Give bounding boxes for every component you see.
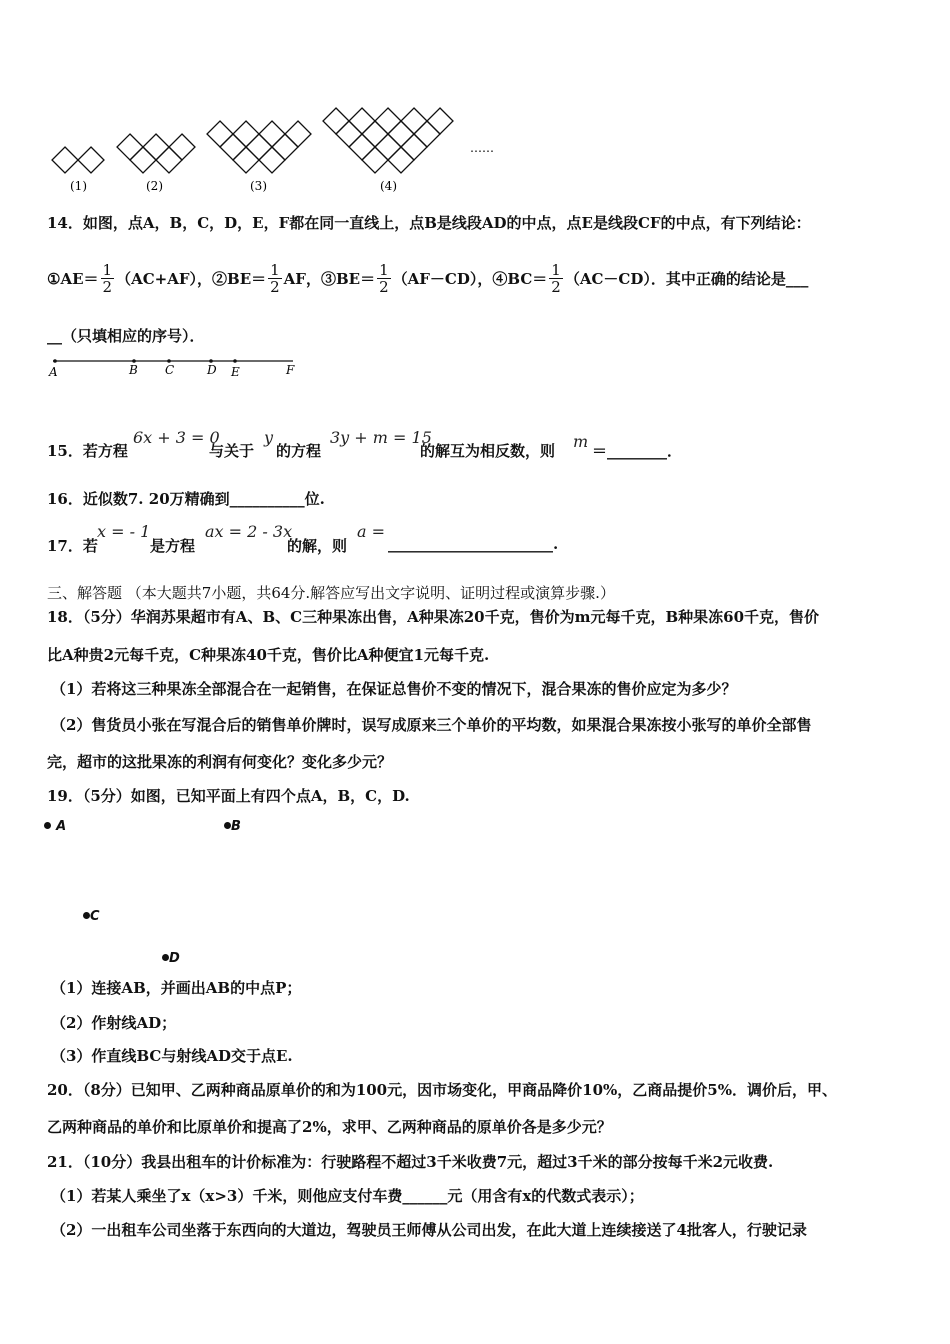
diamond-shape xyxy=(259,121,285,147)
point-B-label: B xyxy=(231,819,241,834)
diamond-shape xyxy=(78,147,104,173)
diamond-shape xyxy=(401,108,427,134)
q15-mid1: 与关于 xyxy=(209,442,255,460)
q15-var-m: m xyxy=(573,432,589,451)
q18-line2: 比A种贵2元每千克，C种果冻40千克，售价比A种便宜1元每千克. xyxy=(47,646,490,664)
fraction-half: $\frac{1}{2}$ xyxy=(270,261,280,296)
q17-prefix: 17．若 xyxy=(47,537,98,555)
q15-var-y: y xyxy=(264,428,274,447)
diamond-shape xyxy=(349,108,375,134)
point-A xyxy=(44,815,66,834)
fraction-half: $\frac{1}{2}$ xyxy=(102,261,113,296)
figure-label-3: (3) xyxy=(250,179,267,193)
point-D-label: D xyxy=(169,951,180,966)
q21-part2: （2）一出租车公司坐落于东西向的大道边，驾驶员王师傅从公司出发，在此大道上连续接送了4批客人，行驶记录 xyxy=(51,1221,807,1239)
diamond-shape xyxy=(362,147,388,173)
q18-part2: （2）售货员小张在写混合后的销售单价牌时，误写成原来三个单价的平均数，如果混合果冻按小张写的单价全部售 xyxy=(51,716,812,734)
diamond-shape xyxy=(401,134,427,160)
q17-eq1: x = - 1 xyxy=(97,522,151,541)
q14-c2b: AF，③BE＝ xyxy=(283,270,376,288)
point-dot xyxy=(83,912,90,919)
diamond-shape xyxy=(259,147,285,173)
fraction-half: $\frac{1}{2}$ xyxy=(379,261,389,296)
diamond-shape xyxy=(130,147,156,173)
diamond-shape xyxy=(414,121,440,147)
q14-line1: 14．如图，点A，B，C，D，E，F都在同一直线上，点B是线段AD的中点，点E是线段CF的中点，有下列结论： xyxy=(47,214,811,232)
q15-mid2: 的方程 xyxy=(276,442,322,460)
q15-suffix: ＝________． xyxy=(592,442,683,460)
diamond-shape xyxy=(388,147,414,173)
diamond-shape xyxy=(362,121,388,147)
q21-line1: 21．（10分）我县出租车的计价标准为：行驶路程不超过3千米收费7元，超过3千米的部分按每千米2元收费. xyxy=(47,1153,774,1171)
q15-eq2: 3y + m = 15 xyxy=(330,428,432,447)
diamond-shape xyxy=(169,134,195,160)
point-dot xyxy=(224,822,231,829)
diamond-shape xyxy=(156,147,182,173)
section-3-heading: 三、解答题 （本大题共7小题，共64分.解答应写出文字说明、证明过程或演算步骤.） xyxy=(47,584,615,602)
diamond-shape xyxy=(336,121,362,147)
point-label-B: B xyxy=(129,363,138,377)
point-label-C: C xyxy=(165,363,175,377)
q18-line1: 18．（5分）华润苏果超市有A、B、C三种果冻出售，A种果冻20千克，售价为m元每千克，B种果冻60千克，售价 xyxy=(47,608,820,626)
point-A-label: A xyxy=(56,819,67,834)
diamond-shape xyxy=(375,108,401,134)
q20-line2: 乙两种商品的单价和比原单价和提高了2%，求甲、乙两种商品的原单价各是多少元？ xyxy=(47,1118,612,1136)
point-C-label: C xyxy=(90,909,100,924)
q14-c1a: ①AE＝ xyxy=(47,270,99,288)
point-D xyxy=(162,947,180,966)
point-label-E: E xyxy=(231,365,240,379)
q17-var-a: a = xyxy=(357,522,386,541)
point-dot xyxy=(44,822,51,829)
point-label-F: F xyxy=(286,363,295,377)
q14-conclusions xyxy=(47,262,808,295)
figure-label-4: (4) xyxy=(380,179,397,193)
point-label-A: A xyxy=(49,365,58,379)
q17-suffix: ______________________. xyxy=(388,535,559,553)
diamond-shape xyxy=(233,147,259,173)
diamond-shape xyxy=(388,121,414,147)
q21-part1: （1）若某人乘坐了x（x>3）千米，则他应支付车费______元（用含有x的代数式表示）； xyxy=(51,1187,644,1205)
point-B xyxy=(224,815,241,834)
diamond-shape xyxy=(143,134,169,160)
q16-text: 16．近似数7. 20万精确到__________位. xyxy=(47,490,325,508)
q18-part2-cont: 完，超市的这批果冻的利润有何变化？变化多少元？ xyxy=(47,753,393,771)
diamond-shape xyxy=(349,134,375,160)
diamond-shape xyxy=(207,121,233,147)
q19-step2: （2）作射线AD； xyxy=(51,1014,177,1032)
q19-step1: （1）连接AB，并画出AB的中点P； xyxy=(51,979,302,997)
q18-part1: （1）若将这三种果冻全部混合在一起销售，在保证总售价不变的情况下，混合果冻的售价应定为多少？ xyxy=(51,680,737,698)
diamond-shape xyxy=(427,108,453,134)
diamond-shape xyxy=(117,134,143,160)
q15-mid3: 的解互为相反数，则 xyxy=(420,442,556,460)
q14-c3b: （AF－CD），④BC＝ xyxy=(392,270,548,288)
diamond-pattern-figure xyxy=(40,100,520,195)
diamond-shape xyxy=(375,134,401,160)
diamond-shape xyxy=(233,121,259,147)
diamond-shape xyxy=(246,134,272,160)
q19-line1: 19．（5分）如图，已知平面上有四个点A，B，C，D. xyxy=(47,787,410,805)
fraction-half: $\frac{1}{2}$ xyxy=(551,261,561,296)
q20-line1: 20．（8分）已知甲、乙两种商品原单价的和为100元，因市场变化，甲商品降价10%，乙商品提价5%．调价后，甲、 xyxy=(47,1081,837,1099)
q17-mid: 是方程 xyxy=(150,537,196,555)
q19-step3: （3）作直线BC与射线AD交于点E. xyxy=(51,1047,293,1065)
q17-mid2: 的解，则 xyxy=(287,537,348,555)
q15-eq1: 6x + 3 = 0 xyxy=(133,428,220,447)
line-segment-figure xyxy=(45,352,305,382)
q15-prefix: 15．若方程 xyxy=(47,442,128,460)
ellipsis: …… xyxy=(470,141,494,155)
point-C xyxy=(83,905,100,924)
point-label-D: D xyxy=(207,363,217,377)
diamond-shape xyxy=(285,121,311,147)
diamond-shape xyxy=(323,108,349,134)
diamond-shape xyxy=(52,147,78,173)
q14-c1b: （AC+AF），②BE＝ xyxy=(116,270,267,288)
figure-label-2: (2) xyxy=(146,179,163,193)
q14-line3: __（只填相应的序号）． xyxy=(47,327,205,345)
q14-c4b: （AC－CD）．其中正确的结论是___ xyxy=(564,270,809,288)
point-dot xyxy=(162,954,169,961)
figure-label-1: (1) xyxy=(70,179,87,193)
diamond-shape xyxy=(272,134,298,160)
q17-eq2: ax = 2 - 3x xyxy=(205,522,293,541)
diamond-shape xyxy=(220,134,246,160)
